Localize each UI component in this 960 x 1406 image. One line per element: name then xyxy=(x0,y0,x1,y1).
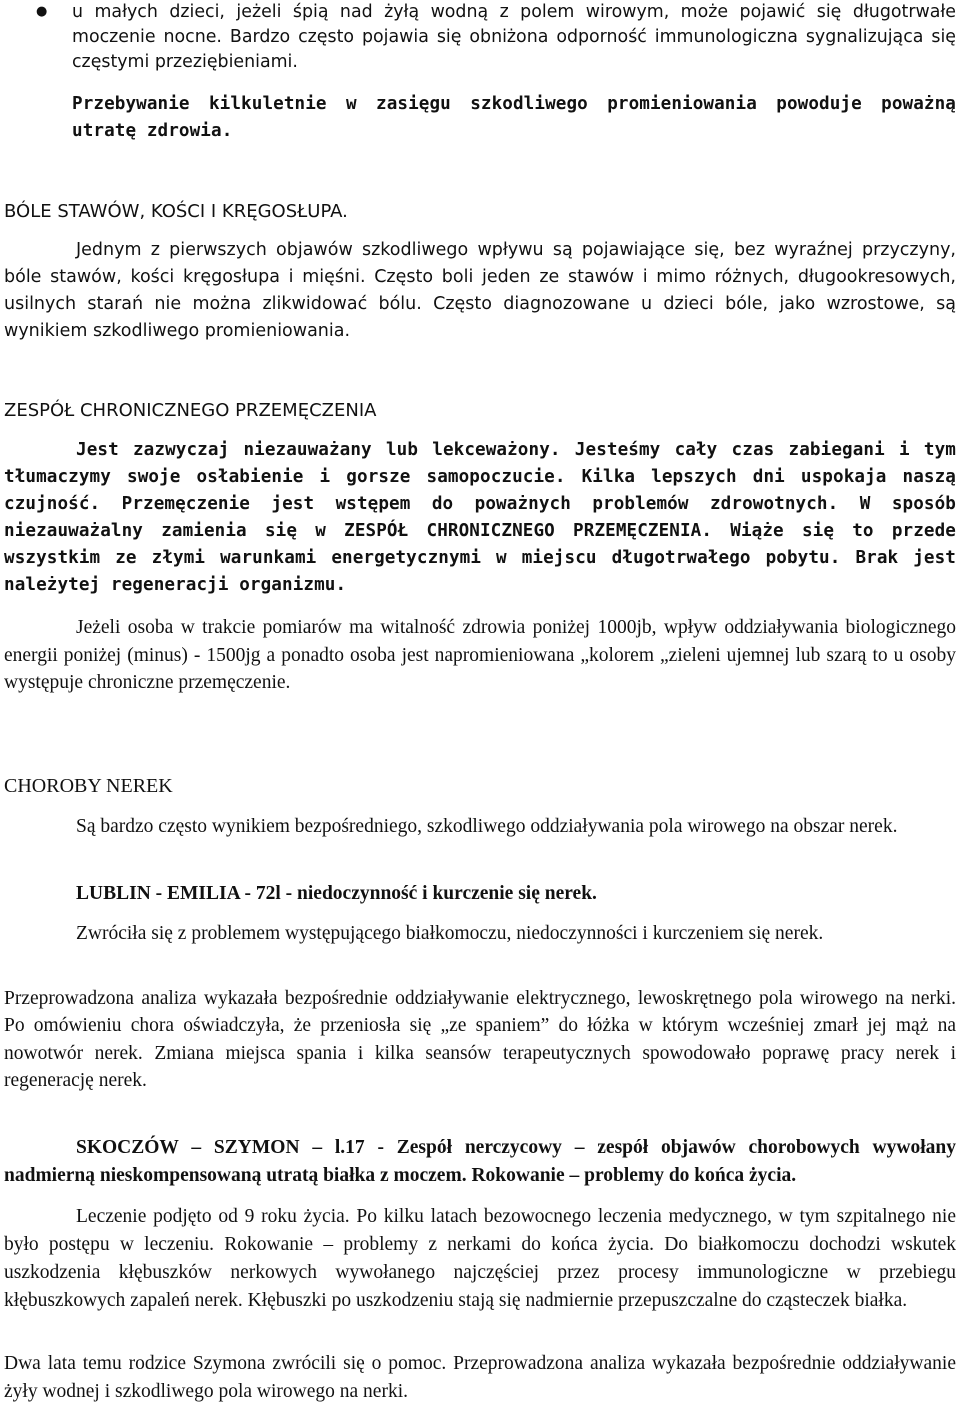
paragraph: Są bardzo często wynikiem bezpośredniego, szkodliwego oddziaływania pola wirowego na obszar nerek. xyxy=(76,816,898,837)
bullet-item xyxy=(0,0,960,75)
bold-paragraph: Jest zazwyczaj niezauważany lub lekceważony. Jesteśmy cały czas zabiegani i tym tłumaczymy swoje osłabienie i gorsze samopoczucie. Kilka lepszych dni uspokaja naszą czujność. Przemęczenie jest wstępem do poważnych problemów zdrowotnych. W sposób niezauważalny zamienia się w ZESPÓŁ CHRONICZNEGO PRZEMĘCZENIA. Wiąże się to przede wszystkim ze złymi warunkami energetycznymi w miejscu długotrwałego pobytu. Brak jest należytej regeneracji organizmu. xyxy=(4,440,956,595)
bullet-icon: ● xyxy=(36,4,48,19)
case2-text-block xyxy=(0,1203,960,1315)
case1-text-block xyxy=(0,920,960,948)
section-zespol-body xyxy=(0,614,960,697)
bullet-bold-text: Przebywanie kilkuletnie w zasięgu szkodliwego promieniowania powoduje poważną utratę zdrowia. xyxy=(72,94,956,141)
section-heading: BÓLE STAWÓW, KOŚCI I KRĘGOSŁUPA. xyxy=(4,201,348,222)
case-title: LUBLIN - EMILIA - 72l - niedoczynność i kurczenie się nerek. xyxy=(76,883,597,904)
paragraph: Dwa lata temu rodzice Szymona zwrócili się o pomoc. Przeprowadzona analiza wykazała bezpośrednie oddziaływanie żyły wodnej i szkodliwego pola wirowego na nerki. xyxy=(4,1353,956,1402)
paragraph: Zwróciła się z problemem występującego białkomoczu, niedoczynności i kurczeniem się nerek. xyxy=(76,923,824,944)
paragraph: Jednym z pierwszych objawów szkodliwego wpływu są pojawiające się, bez wyraźnej przyczyny, bóle stawów, kości kręgosłupa i mięśni. Często boli jeden ze stawów i mimo różnych, długookresowych, usilnych starań nie można zlikwidować bólu. Często diagnozowane u dzieci bóle, jako wzrostowe, są wynikiem szkodliwego promieniowania. xyxy=(4,240,956,341)
section-stawow xyxy=(0,199,960,225)
case-title: SKOCZÓW – SZYMON – l.17 - Zespół nerczycowy – zespół objawów chorobowych wywołany nadmierną nieskompensowaną utratą białka z moczem. Rokowanie – problemy do końca życia. xyxy=(4,1137,956,1186)
section-zespol-bold xyxy=(0,437,960,599)
section-stawow-body xyxy=(0,237,960,345)
paragraph: Jeżeli osoba w trakcie pomiarów ma witalność zdrowia poniżej 1000jb, wpływ oddziaływania biologicznego energii poniżej (minus) - 1500jg a ponadto osoba jest napromieniowana „kolorem „zieleni ujemnej lub szarą to u osoby występuje chroniczne przemęczenie. xyxy=(4,617,956,693)
section-heading: CHOROBY NEREK xyxy=(4,775,173,797)
section-nerek xyxy=(0,773,960,799)
paragraph: Przeprowadzona analiza wykazała bezpośrednie oddziaływanie elektrycznego, lewoskrętnego pola wirowego na nerki. Po omówieniu chora oświadczyła, że przeniosła się „ze spaniem” do łóżka w którym wcześniej zmarł jej mąż na nowotwór nerek. Zmiana miejsca spania i kilka seansów terapeutycznych spowodowało poprawę pracy nerek i regenerację nerek. xyxy=(4,988,956,1091)
bullet-text: u małych dzieci, jeżeli śpią nad żyłą wodną z polem wirowym, może pojawić się długotrwałe moczenie nocne. Bardzo często pojawia się obniżona odporność immunologiczna sygnalizująca się częstymi przeziębieniami. xyxy=(72,2,956,72)
case2-end-block xyxy=(0,1350,960,1406)
section-heading: ZESPÓŁ CHRONICZNEGO PRZEMĘCZENIA xyxy=(4,400,377,421)
case1-analysis-block xyxy=(0,985,960,1094)
case2-title-block xyxy=(0,1134,960,1189)
bullet-bold-block xyxy=(0,91,960,145)
section-zespol xyxy=(0,398,960,424)
paragraph: Leczenie podjęto od 9 roku życia. Po kilku latach bezowocnego leczenia medycznego, w tym szpitalnego nie było postępu w leczeniu. Rokowanie – problemy z nerkami do końca życia. Do białkomoczu dochodzi wskutek uszkodzenia kłębuszków nerkowych wywołanego najczęściej przez procesy immunologiczne w przebiegu kłębuszkowych zapaleń nerek. Kłębuszki po uszkodzeniu stają się nadmiernie przepuszczalne do cząsteczek białka. xyxy=(4,1206,956,1311)
section-nerek-intro xyxy=(0,813,960,841)
case1-title-block xyxy=(0,880,960,907)
